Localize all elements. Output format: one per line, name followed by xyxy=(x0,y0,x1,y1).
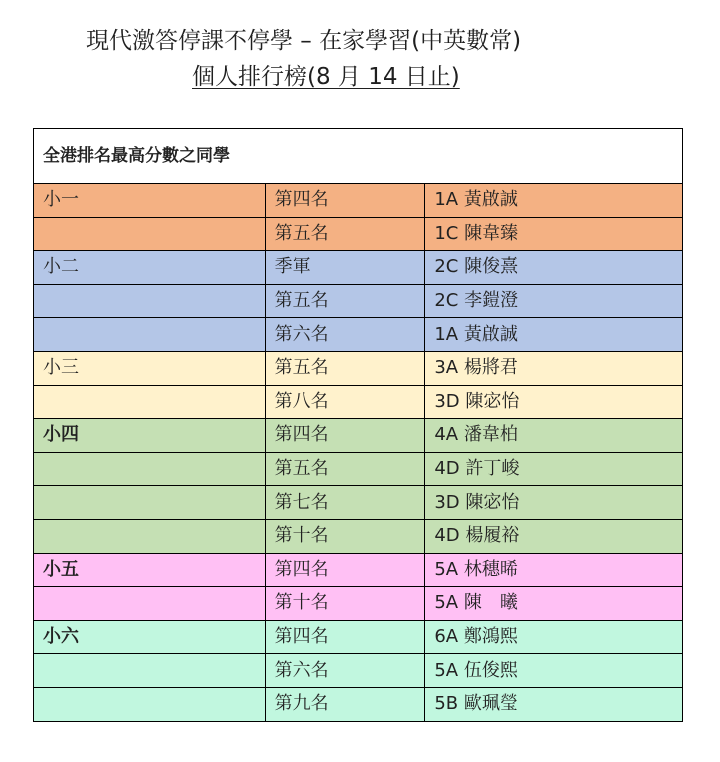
title-line-1: 現代激答停課不停學 – 在家學習(中英數常) xyxy=(86,28,522,54)
student-cell: 2C 陳俊熹 xyxy=(425,251,683,285)
rank-cell: 第六名 xyxy=(265,318,425,352)
grade-cell xyxy=(34,284,266,318)
rank-cell: 第四名 xyxy=(265,620,425,654)
grade-cell xyxy=(34,217,266,251)
rank-cell: 第五名 xyxy=(265,284,425,318)
table-header: 全港排名最高分數之同學 xyxy=(34,129,683,184)
student-cell: 2C 李鎧澄 xyxy=(425,284,683,318)
ranking-table xyxy=(33,128,683,722)
grade-cell xyxy=(34,519,266,553)
title-line-2: 個人排行榜(8 月 14 日止) xyxy=(192,64,460,90)
grade-cell: 小四 xyxy=(34,419,266,453)
student-cell: 5A 伍俊熙 xyxy=(425,654,683,688)
student-cell: 5A 陳 曦 xyxy=(425,587,683,621)
student-cell: 1A 黃啟誠 xyxy=(425,318,683,352)
grade-cell: 小三 xyxy=(34,351,266,385)
grade-cell xyxy=(34,452,266,486)
rank-cell: 第五名 xyxy=(265,452,425,486)
table-row xyxy=(34,351,683,385)
table-row xyxy=(34,318,683,352)
grade-cell xyxy=(34,486,266,520)
grade-cell xyxy=(34,587,266,621)
table-row xyxy=(34,284,683,318)
student-cell: 4D 許丁峻 xyxy=(425,452,683,486)
table-row xyxy=(34,419,683,453)
student-cell: 5B 歐珮瑩 xyxy=(425,687,683,721)
table-row xyxy=(34,251,683,285)
rank-cell: 第四名 xyxy=(265,184,425,218)
rank-cell: 第五名 xyxy=(265,351,425,385)
student-cell: 3A 楊將君 xyxy=(425,351,683,385)
table-row xyxy=(34,385,683,419)
grade-cell xyxy=(34,654,266,688)
grade-cell: 小六 xyxy=(34,620,266,654)
student-cell: 1C 陳韋臻 xyxy=(425,217,683,251)
student-cell: 4A 潘韋柏 xyxy=(425,419,683,453)
rank-cell: 第四名 xyxy=(265,553,425,587)
grade-cell xyxy=(34,318,266,352)
table-row xyxy=(34,184,683,218)
grade-cell: 小二 xyxy=(34,251,266,285)
table-row xyxy=(34,452,683,486)
rank-cell: 第九名 xyxy=(265,687,425,721)
student-cell: 3D 陳宓怡 xyxy=(425,486,683,520)
rank-cell: 季軍 xyxy=(265,251,425,285)
table-header-row xyxy=(34,129,683,184)
rank-cell: 第五名 xyxy=(265,217,425,251)
student-cell: 4D 楊履裕 xyxy=(425,519,683,553)
table-row xyxy=(34,620,683,654)
rank-cell: 第六名 xyxy=(265,654,425,688)
student-cell: 6A 鄭鴻熙 xyxy=(425,620,683,654)
student-cell: 3D 陳宓怡 xyxy=(425,385,683,419)
table-row xyxy=(34,217,683,251)
student-cell: 1A 黃啟誠 xyxy=(425,184,683,218)
table-row xyxy=(34,587,683,621)
grade-cell: 小一 xyxy=(34,184,266,218)
table-row xyxy=(34,519,683,553)
rank-cell: 第十名 xyxy=(265,587,425,621)
rank-cell: 第四名 xyxy=(265,419,425,453)
grade-cell xyxy=(34,385,266,419)
rank-cell: 第八名 xyxy=(265,385,425,419)
table-row xyxy=(34,553,683,587)
table-row xyxy=(34,654,683,688)
grade-cell xyxy=(34,687,266,721)
rank-cell: 第十名 xyxy=(265,519,425,553)
rank-cell: 第七名 xyxy=(265,486,425,520)
table-row xyxy=(34,687,683,721)
table-row xyxy=(34,486,683,520)
student-cell: 5A 林穗晞 xyxy=(425,553,683,587)
grade-cell: 小五 xyxy=(34,553,266,587)
